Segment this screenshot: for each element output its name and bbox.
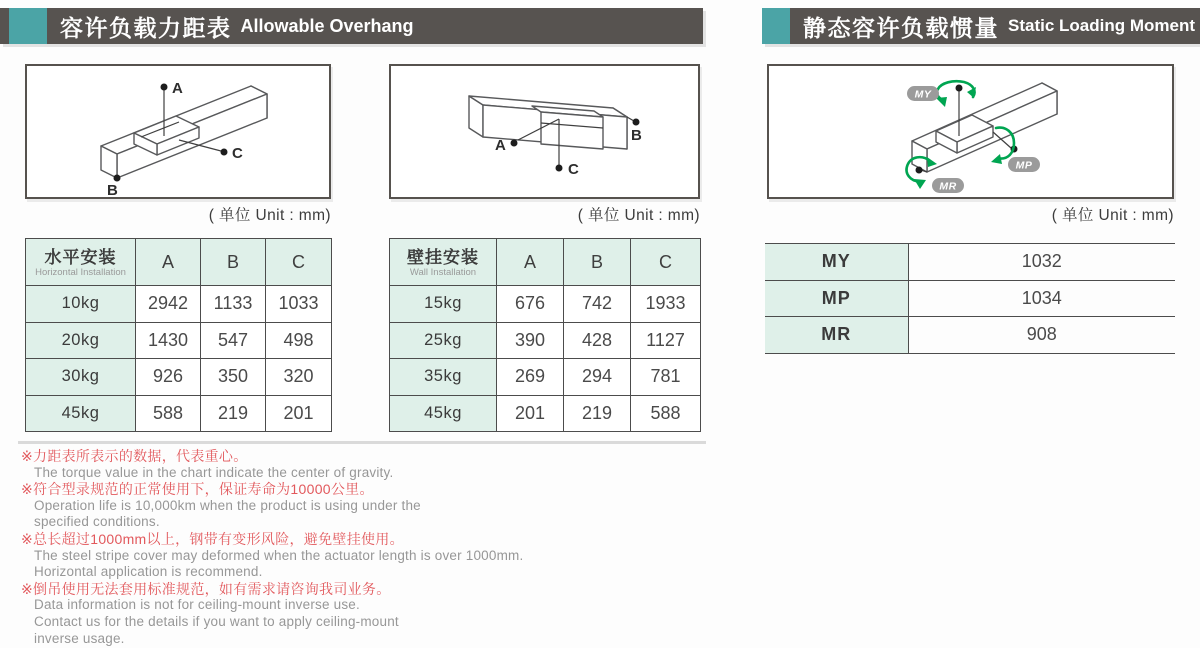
value-cell: 269 — [497, 359, 564, 396]
point-b-label: B — [107, 182, 118, 197]
footnote-line: ※符合型录规范的正常使用下，保证寿命为10000公里。 — [21, 481, 374, 498]
value-cell: 926 — [136, 359, 201, 396]
footnote-line: specified conditions. — [34, 514, 160, 530]
mp-badge-label: MP — [1015, 159, 1033, 172]
footnote-line: The steel stripe cover may deformed when the actuator length is over 1000mm. — [34, 547, 524, 563]
value-cell: 2942 — [136, 286, 201, 323]
moment-label-cell: MY — [765, 244, 908, 281]
static-moment-diagram — [767, 64, 1174, 199]
value-cell: 219 — [201, 395, 266, 432]
left-title-en: Allowable Overhang — [240, 15, 414, 36]
unit-label: ( 单位 Unit : mm) — [1051, 207, 1174, 224]
footnote-line: Horizontal application is recommend. — [34, 564, 263, 580]
unit-label: ( 单位 Unit : mm) — [208, 207, 331, 224]
actuator-isometric-drawing — [391, 66, 698, 197]
value-cell: 1033 — [266, 286, 332, 323]
value-cell: 1127 — [631, 322, 701, 359]
teal-accent-square — [9, 8, 47, 44]
moment-label-cell: MR — [765, 317, 908, 354]
moment-label-cell: MP — [765, 280, 908, 317]
column-header-b: B — [564, 239, 631, 286]
value-cell: 781 — [631, 359, 701, 396]
wall-installation-table — [389, 238, 701, 432]
column-header-c: C — [266, 239, 332, 286]
load-cell: 30kg — [26, 359, 136, 396]
mr-axis-dot — [916, 167, 923, 174]
footnote-line: ※总长超过1000mm以上，钢带有变形风险，避免壁挂使用。 — [21, 530, 404, 547]
value-cell: 201 — [497, 395, 564, 432]
value-cell: 588 — [631, 395, 701, 432]
horizontal-installation-table — [25, 238, 332, 432]
footnotes-block — [21, 448, 641, 647]
footnote-line: ※倒吊使用无法套用标准规范，如有需求请咨询我司业务。 — [21, 580, 391, 597]
value-cell: 201 — [266, 395, 332, 432]
actuator-moment-drawing — [769, 66, 1172, 197]
point-a-label: A — [172, 80, 183, 97]
column-header-c: C — [631, 239, 701, 286]
moment-value-cell: 1032 — [908, 244, 1175, 281]
header-en: Horizontal Installation — [35, 267, 126, 278]
point-c-label: C — [232, 145, 243, 162]
right-section-titlebar — [762, 8, 1200, 44]
header-zh: 水平安装 — [44, 248, 117, 267]
value-cell: 428 — [564, 322, 631, 359]
point-a-dot — [511, 140, 518, 147]
header-zh: 壁挂安装 — [407, 248, 479, 267]
mr-badge-label: MR — [939, 180, 957, 193]
my-rotation-arrow — [937, 81, 975, 100]
column-header-a: A — [497, 239, 564, 286]
footnote-line: Contact us for the details if you want to apply ceiling-mount — [34, 613, 399, 629]
value-cell: 390 — [497, 322, 564, 359]
table-shadow-line — [18, 441, 706, 444]
value-cell: 1430 — [136, 322, 201, 359]
unit-label: ( 单位 Unit : mm) — [577, 207, 700, 224]
actuator-isometric-drawing — [27, 66, 329, 197]
point-c-dot — [221, 149, 228, 156]
value-cell: 742 — [564, 286, 631, 323]
moment-value-cell: 908 — [908, 317, 1175, 354]
footnote-line: The torque value in the chart indicate the center of gravity. — [34, 464, 394, 480]
load-cell: 45kg — [390, 395, 497, 432]
footnote-line: ※力距表所表示的数据，代表重心。 — [21, 448, 248, 464]
static-moment-table — [765, 243, 1175, 354]
my-axis-dot — [956, 85, 963, 92]
table-corner-header — [26, 239, 136, 286]
footnote-line: inverse usage. — [34, 630, 125, 646]
point-b-label: B — [631, 127, 642, 144]
right-title-en: Static Loading Moment — [1008, 16, 1195, 35]
value-cell: 294 — [564, 359, 631, 396]
point-c-label: C — [568, 161, 579, 178]
value-cell: 1133 — [201, 286, 266, 323]
load-cell: 20kg — [26, 322, 136, 359]
point-b-dot — [633, 119, 640, 126]
footnote-line: Operation life is 10,000km when the product is using under the — [34, 497, 421, 513]
value-cell: 588 — [136, 395, 201, 432]
load-cell: 15kg — [390, 286, 497, 323]
left-title-zh: 容许负载力距表 — [60, 14, 232, 41]
horizontal-installation-diagram — [25, 64, 331, 199]
value-cell: 547 — [201, 322, 266, 359]
point-a-dot — [161, 84, 168, 91]
load-cell: 10kg — [26, 286, 136, 323]
footnote-line: Data information is not for ceiling-mount inverse use. — [34, 597, 360, 613]
value-cell: 320 — [266, 359, 332, 396]
wall-installation-diagram — [389, 64, 700, 199]
moment-value-cell: 1034 — [908, 280, 1175, 317]
teal-accent-square — [762, 8, 790, 44]
value-cell: 676 — [497, 286, 564, 323]
header-en: Wall Installation — [409, 267, 477, 278]
load-cell: 45kg — [26, 395, 136, 432]
left-section-titlebar — [0, 8, 703, 44]
value-cell: 1933 — [631, 286, 701, 323]
column-header-b: B — [201, 239, 266, 286]
right-title-zh: 静态容许负载惯量 — [803, 14, 999, 41]
value-cell: 350 — [201, 359, 266, 396]
column-header-a: A — [136, 239, 201, 286]
load-cell: 35kg — [390, 359, 497, 396]
point-a-label: A — [495, 137, 506, 154]
value-cell: 219 — [564, 395, 631, 432]
table-corner-header — [390, 239, 497, 286]
point-c-dot — [556, 165, 563, 172]
point-b-dot — [114, 175, 121, 182]
load-cell: 25kg — [390, 322, 497, 359]
value-cell: 498 — [266, 322, 332, 359]
my-badge-label: MY — [914, 88, 932, 101]
